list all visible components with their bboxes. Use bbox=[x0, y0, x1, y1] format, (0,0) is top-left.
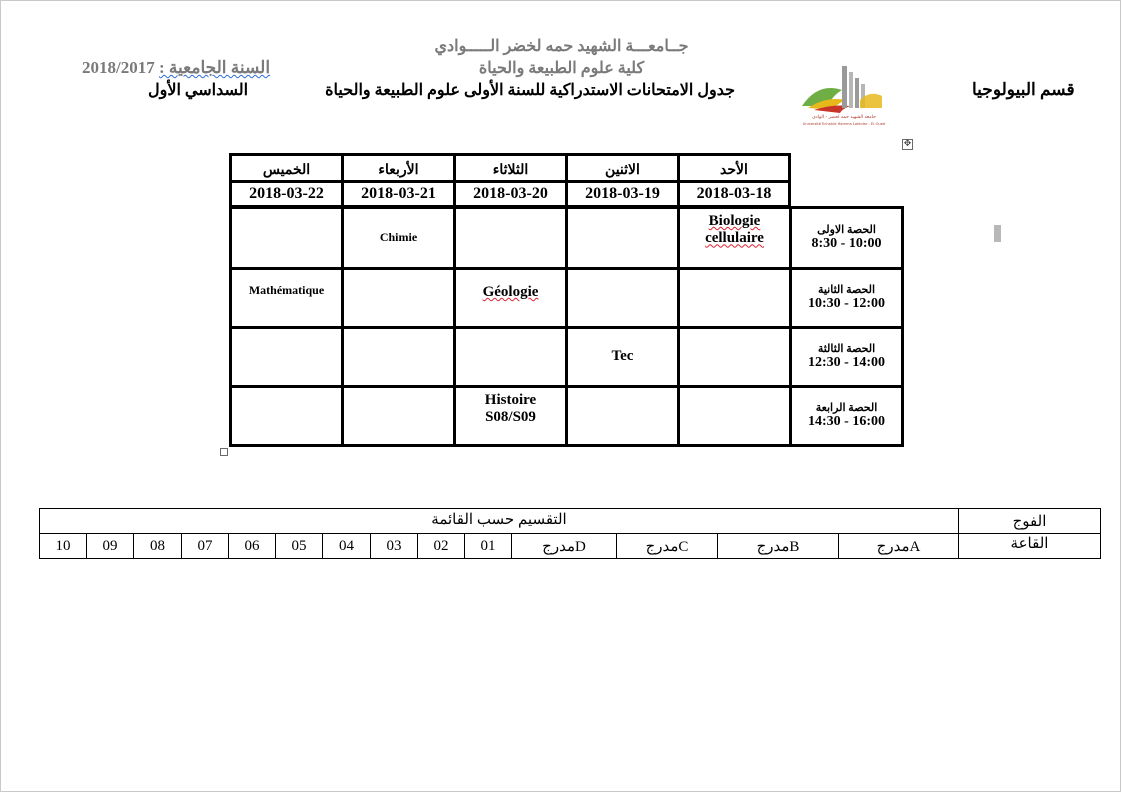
day-header-monday: الاثنين bbox=[565, 153, 680, 183]
room-cell: 09 bbox=[86, 533, 134, 559]
page-title: جدول الامتحانات الاستدراكية للسنة الأولى علوم الطبيعة والحياة bbox=[325, 82, 735, 99]
exam-cell-tuesday-slot-1 bbox=[453, 206, 568, 270]
university-logo-icon bbox=[798, 62, 890, 132]
exam-cell-thursday-slot-3 bbox=[229, 326, 344, 388]
day-date-sunday: 2018-03-18 bbox=[677, 180, 791, 208]
logo-text-latin: Université Echahid Hamma Lakhdar - El-Oued bbox=[802, 122, 886, 126]
room-cell: 07 bbox=[181, 533, 229, 559]
slot-3-name: الحصة الثالثة bbox=[817, 342, 876, 355]
exam-cell-thursday-slot-4 bbox=[229, 385, 344, 447]
day-date-tuesday: 2018-03-20 bbox=[453, 180, 568, 208]
slot-4-time: 14:30 - 16:00 bbox=[808, 414, 885, 430]
slot-3-time: 12:30 - 14:00 bbox=[808, 355, 885, 371]
academic-year-label: السنة الجامعية : bbox=[158, 58, 271, 77]
room-cell: 01 bbox=[464, 533, 512, 559]
room-cell: 06 bbox=[228, 533, 276, 559]
exam-cell-thursday-slot-2 bbox=[229, 267, 344, 329]
slot-3-label bbox=[789, 326, 904, 388]
exam-biologie-line-1: Biologie bbox=[708, 213, 761, 229]
exam-cell-wednesday-slot-2 bbox=[341, 267, 456, 329]
room-cell: 10 bbox=[39, 533, 87, 559]
day-date-wednesday: 2018-03-21 bbox=[341, 180, 456, 208]
split-label: التقسيم حسب القائمة bbox=[39, 508, 959, 534]
room-cell: مدرجB bbox=[717, 533, 839, 559]
scrollbar-thumb[interactable] bbox=[994, 225, 1001, 242]
day-header-thursday: الخميس bbox=[229, 153, 344, 183]
exam-biologie-line-2: cellulaire bbox=[705, 230, 764, 247]
university-name: جــامعـــة الشهيد حمه لخضر الـــــوادي bbox=[434, 38, 689, 55]
exam-cell-sunday-slot-4 bbox=[677, 385, 792, 447]
exam-cell-tuesday-slot-4 bbox=[453, 385, 568, 447]
day-date-monday: 2018-03-19 bbox=[565, 180, 680, 208]
room-label: القاعة bbox=[958, 533, 1101, 559]
exam-cell-tuesday-slot-3 bbox=[453, 326, 568, 388]
slot-4-name: الحصة الرابعة bbox=[815, 401, 878, 414]
exam-cell-monday-slot-2 bbox=[565, 267, 680, 329]
exam-chimie: Chimie bbox=[379, 230, 418, 244]
exam-cell-monday-slot-4 bbox=[565, 385, 680, 447]
exam-mathematique: Mathématique bbox=[248, 283, 325, 297]
slot-1-label bbox=[789, 206, 904, 270]
table-move-handle-icon[interactable]: ✥ bbox=[903, 139, 912, 149]
room-cell: 05 bbox=[275, 533, 323, 559]
day-date-thursday: 2018-03-22 bbox=[229, 180, 344, 208]
room-cell: مدرجD bbox=[511, 533, 617, 559]
exam-cell-monday-slot-1 bbox=[565, 206, 680, 270]
table-resize-handle[interactable] bbox=[220, 448, 228, 456]
department-name: قسم البيولوجيا bbox=[972, 80, 1075, 99]
semester-label: السداسي الأول bbox=[148, 82, 249, 99]
logo-text-arabic: جامعة الشهيد حمه لخضر - الوادي bbox=[812, 115, 876, 120]
faculty-name: كلية علوم الطبيعة والحياة bbox=[478, 60, 645, 77]
exam-cell-wednesday-slot-1 bbox=[341, 206, 456, 270]
exam-histoire-line-2: S08/S09 bbox=[485, 409, 536, 426]
academic-year-value: 2018/2017 bbox=[82, 58, 155, 77]
slot-2-name: الحصة الثانية bbox=[817, 283, 876, 296]
exam-cell-sunday-slot-1 bbox=[677, 206, 792, 270]
room-cell: 04 bbox=[322, 533, 371, 559]
slot-1-name: الحصة الاولى bbox=[817, 223, 876, 236]
slot-1-time: 8:30 - 10:00 bbox=[811, 236, 882, 252]
exam-cell-sunday-slot-2 bbox=[677, 267, 792, 329]
academic-year bbox=[82, 58, 270, 78]
slot-4-label bbox=[789, 385, 904, 447]
exam-cell-tuesday-slot-2 bbox=[453, 267, 568, 329]
exam-tec: Tec bbox=[611, 348, 634, 365]
room-cell: 03 bbox=[370, 533, 418, 559]
day-header-sunday: الأحد bbox=[677, 153, 791, 183]
exam-histoire-line-1: Histoire bbox=[484, 392, 537, 408]
exam-cell-thursday-slot-1 bbox=[229, 206, 344, 270]
exam-cell-wednesday-slot-3 bbox=[341, 326, 456, 388]
exam-cell-monday-slot-3 bbox=[565, 326, 680, 388]
day-header-wednesday: الأربعاء bbox=[341, 153, 456, 183]
room-cell: 02 bbox=[417, 533, 465, 559]
group-label: الفوج bbox=[958, 508, 1101, 534]
day-header-tuesday: الثلاثاء bbox=[453, 153, 568, 183]
room-cell: 08 bbox=[133, 533, 182, 559]
slot-2-label bbox=[789, 267, 904, 329]
exam-cell-sunday-slot-3 bbox=[677, 326, 792, 388]
exam-geologie: Géologie bbox=[482, 284, 539, 300]
room-cell: مدرجA bbox=[838, 533, 959, 559]
slot-2-time: 10:30 - 12:00 bbox=[808, 296, 885, 312]
room-cell: مدرجC bbox=[616, 533, 718, 559]
exam-cell-wednesday-slot-4 bbox=[341, 385, 456, 447]
